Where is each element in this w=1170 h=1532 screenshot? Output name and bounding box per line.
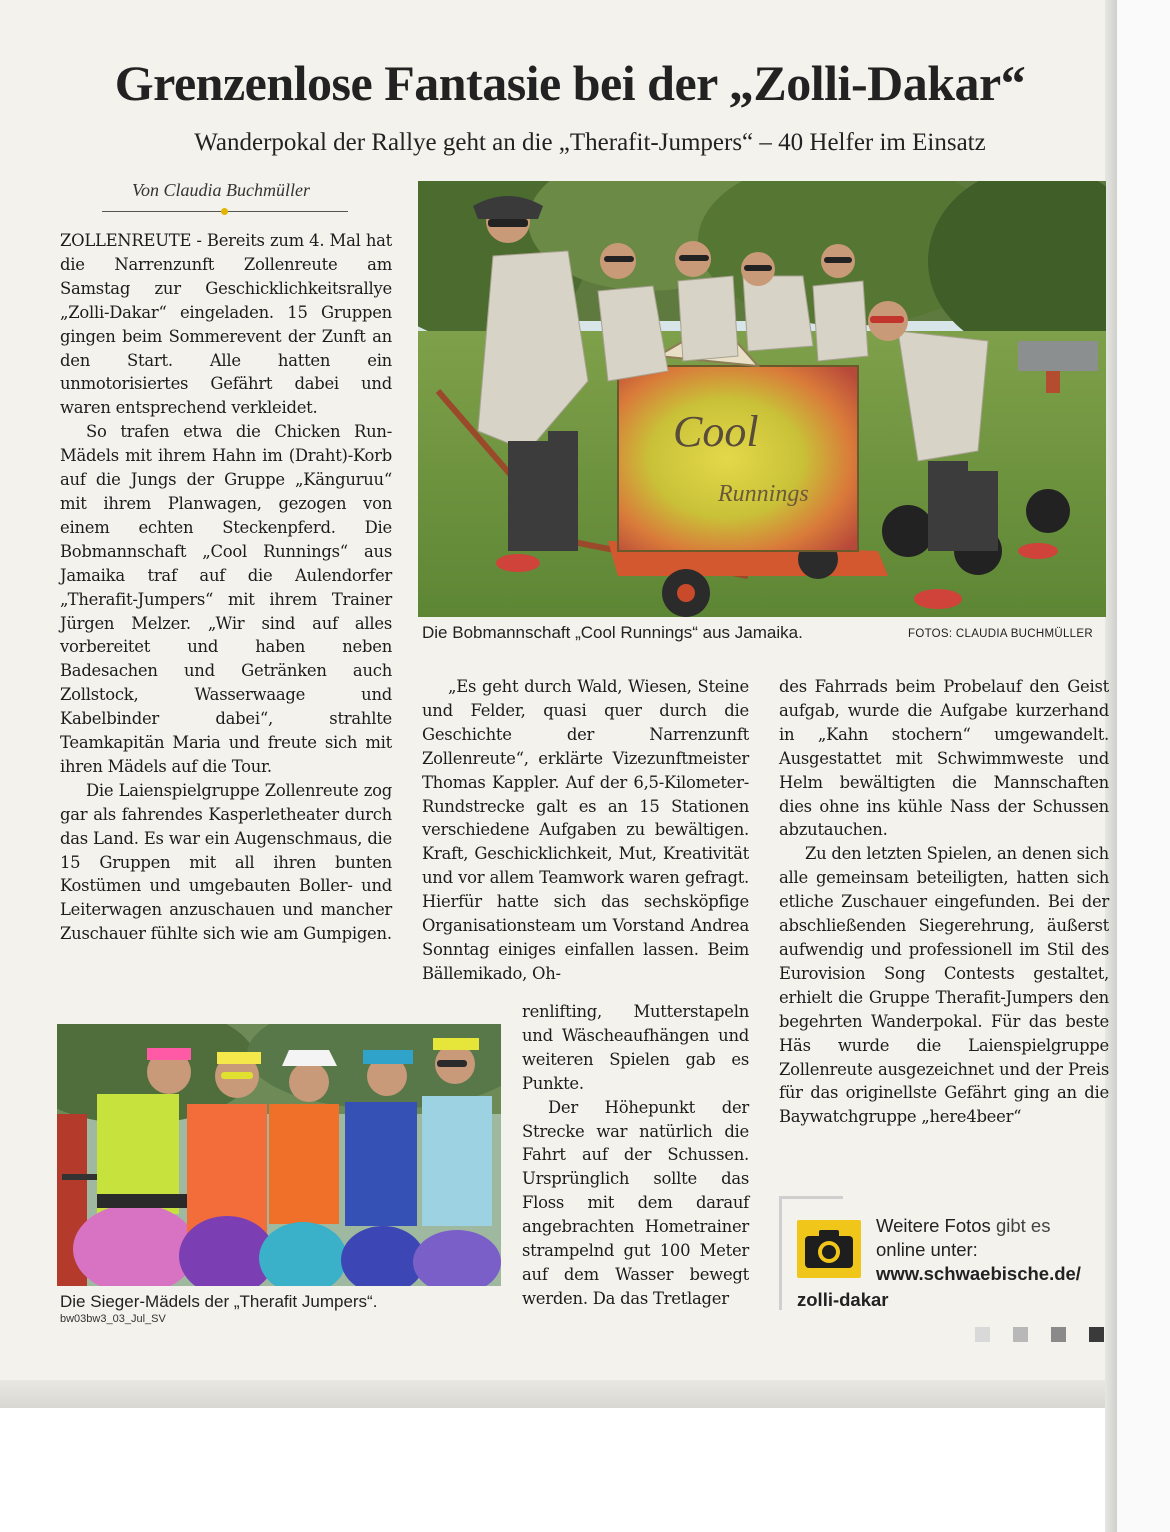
- scan-margin: [1117, 0, 1170, 1532]
- info-url-continued[interactable]: zolli-dakar: [797, 1289, 889, 1310]
- marker-square: [975, 1327, 990, 1342]
- camera-icon: [797, 1220, 861, 1278]
- box-text-runnings: Runnings: [718, 481, 809, 507]
- byline: Von Claudia Buchmüller: [132, 180, 310, 200]
- info-text-line2: online unter:: [876, 1239, 978, 1260]
- article-column-3: [779, 675, 1109, 1129]
- paragraph: Zu den letzten Spielen, an denen sich alle gemeinsam beteiligten, hatten sich etliche Zuschauer eingefunden. Bei der abschließenden Siegerehrung, äußerst aufwendig und professionell im Stil des Eurovision Song Contests gestaltet, erhielt die Gruppe Therafit-Jumpers den begehrten Wanderpokal. Für das beste Häs wurde die Laienspielgruppe Zollenreute ausgezeichnet und der Preis für das originellste Gefährt ging an die Baywatchgruppe „here4beer“: [779, 844, 1109, 1127]
- paragraph: renlifting, Mutterstapeln und Wäscheaufhängen und weiteren Spielen gab es Punkte.: [522, 1002, 749, 1093]
- byline-dot: [221, 208, 228, 215]
- box-text-cool: Cool: [673, 407, 759, 456]
- article-column-1: [60, 229, 392, 946]
- camera-icon-glyph: [797, 1220, 861, 1278]
- article-column-2-continued: [522, 1000, 749, 1311]
- photo-caption-team: Die Sieger-Mädels der „Therafit Jumpers“.: [60, 1292, 378, 1311]
- info-text: [876, 1214, 1081, 1286]
- paragraph: Der Höhepunkt der Strecke war natürlich die Fahrt auf der Schussen. Ursprünglich sollte das Floss mit dem darauf angebrachten Hometrainer strampelnd gut 100 Meter auf dem Wasser bewegt werden. Da das Tretlager: [522, 1097, 749, 1308]
- info-bracket: [779, 1196, 782, 1310]
- info-url[interactable]: www.schwaebische.de/: [876, 1263, 1081, 1284]
- paragraph: „Es geht durch Wald, Wiesen, Steine und Felder, quasi quer durch die Geschichte der Narrenzunft Zollenreute“, erklärte Vizezunftmeister Thomas Kappler. Auf der 6,5-Kilometer-Rundstrecke galt es an 15 Stationen verschiedene Aufgaben zu bewältigen. Kraft, Geschicklichkeit, Mut, Kreativität und vor allem Teamwork waren gefragt. Hierfür hatte sich das sechsköpfige Organisationsteam um Vorstand Andrea Sonntag einiges einfallen lassen. Beim Bällemikado, Oh-: [422, 677, 749, 983]
- photo-caption-main: Die Bobmannschaft „Cool Runnings“ aus Jamaika.: [422, 623, 803, 642]
- marker-square: [1051, 1327, 1066, 1342]
- photo-therafit-jumpers: [57, 1024, 501, 1286]
- paragraph-intro: ZOLLENREUTE - Bereits zum 4. Mal hat die Narrenzunft Zollenreute am Samstag zur Geschicklichkeitsrallye „Zolli-Dakar“ eingeladen. 15 Gruppen gingen beim Sommerevent der Zunft an den Start. Alle hatten ein unmotorisiertes Gefährt dabei und waren entsprechend verkleidet.: [60, 231, 392, 418]
- marker-square: [1013, 1327, 1028, 1342]
- paragraph: Die Laienspielgruppe Zollenreute zog gar als fahrendes Kasperletheater durch das Land. Es war ein Augenschmaus, die 15 Gruppen mit all ihren bunten Kostümen und umgebauten Boller- und Leiterwagen anzuschauen und mancher Zuschauer fühlte sich wie am Gumpigen.: [60, 780, 392, 944]
- paragraph: des Fahrrads beim Probelauf den Geist aufgab, wurde die Aufgabe kurzerhand in „Kahn stochern“ umgewandelt. Ausgestattet mit Schwimmweste und Helm bewältigten die Mannschaften dies ohne ins kühle Nass der Schussen abzutauchen.: [779, 677, 1109, 840]
- subheadline: Wanderpokal der Rallye geht an die „Therafit-Jumpers“ – 40 Helfer im Einsatz: [194, 129, 986, 156]
- photo-cool-runnings: [418, 181, 1106, 617]
- info-bracket-top: [779, 1196, 843, 1199]
- article-column-2: [422, 675, 749, 986]
- headline: Grenzenlose Fantasie bei der „Zolli-Dakar“: [114, 55, 1026, 111]
- info-text-bold: Weitere Fotos: [876, 1215, 991, 1236]
- photo-illustration: [418, 181, 1106, 617]
- photo-illustration: [57, 1024, 501, 1286]
- paragraph: So trafen etwa die Chicken Run-Mädels mit ihrem Hahn im (Draht)-Korb auf die Jungs der Gruppe „Känguruu“ mit ihrem Planwagen, gezogen von einem echten Steckenpferd. Die Bobmannschaft „Cool Runnings“ aus Jamaika traf auf die Aulendorfer „Therafit-Jumpers“ mit ihrem Trainer Jürgen Melzer. „Wir sind auf alles vorbereitet und haben neben Badesachen und Getränken auch Zollstock, Wasserwaage und Kabelbinder dabei“, strahlte Teamkapitän Maria und freute sich mit ihren Mädels auf die Tour.: [60, 422, 392, 776]
- page-code: bw03bw3_03_Jul_SV: [60, 1313, 166, 1325]
- page-bottom-edge: [0, 1380, 1112, 1408]
- marker-square: [1089, 1327, 1104, 1342]
- info-text-rest: gibt es: [990, 1215, 1051, 1236]
- photo-credit: FOTOS: CLAUDIA BUCHMÜLLER: [908, 628, 1093, 640]
